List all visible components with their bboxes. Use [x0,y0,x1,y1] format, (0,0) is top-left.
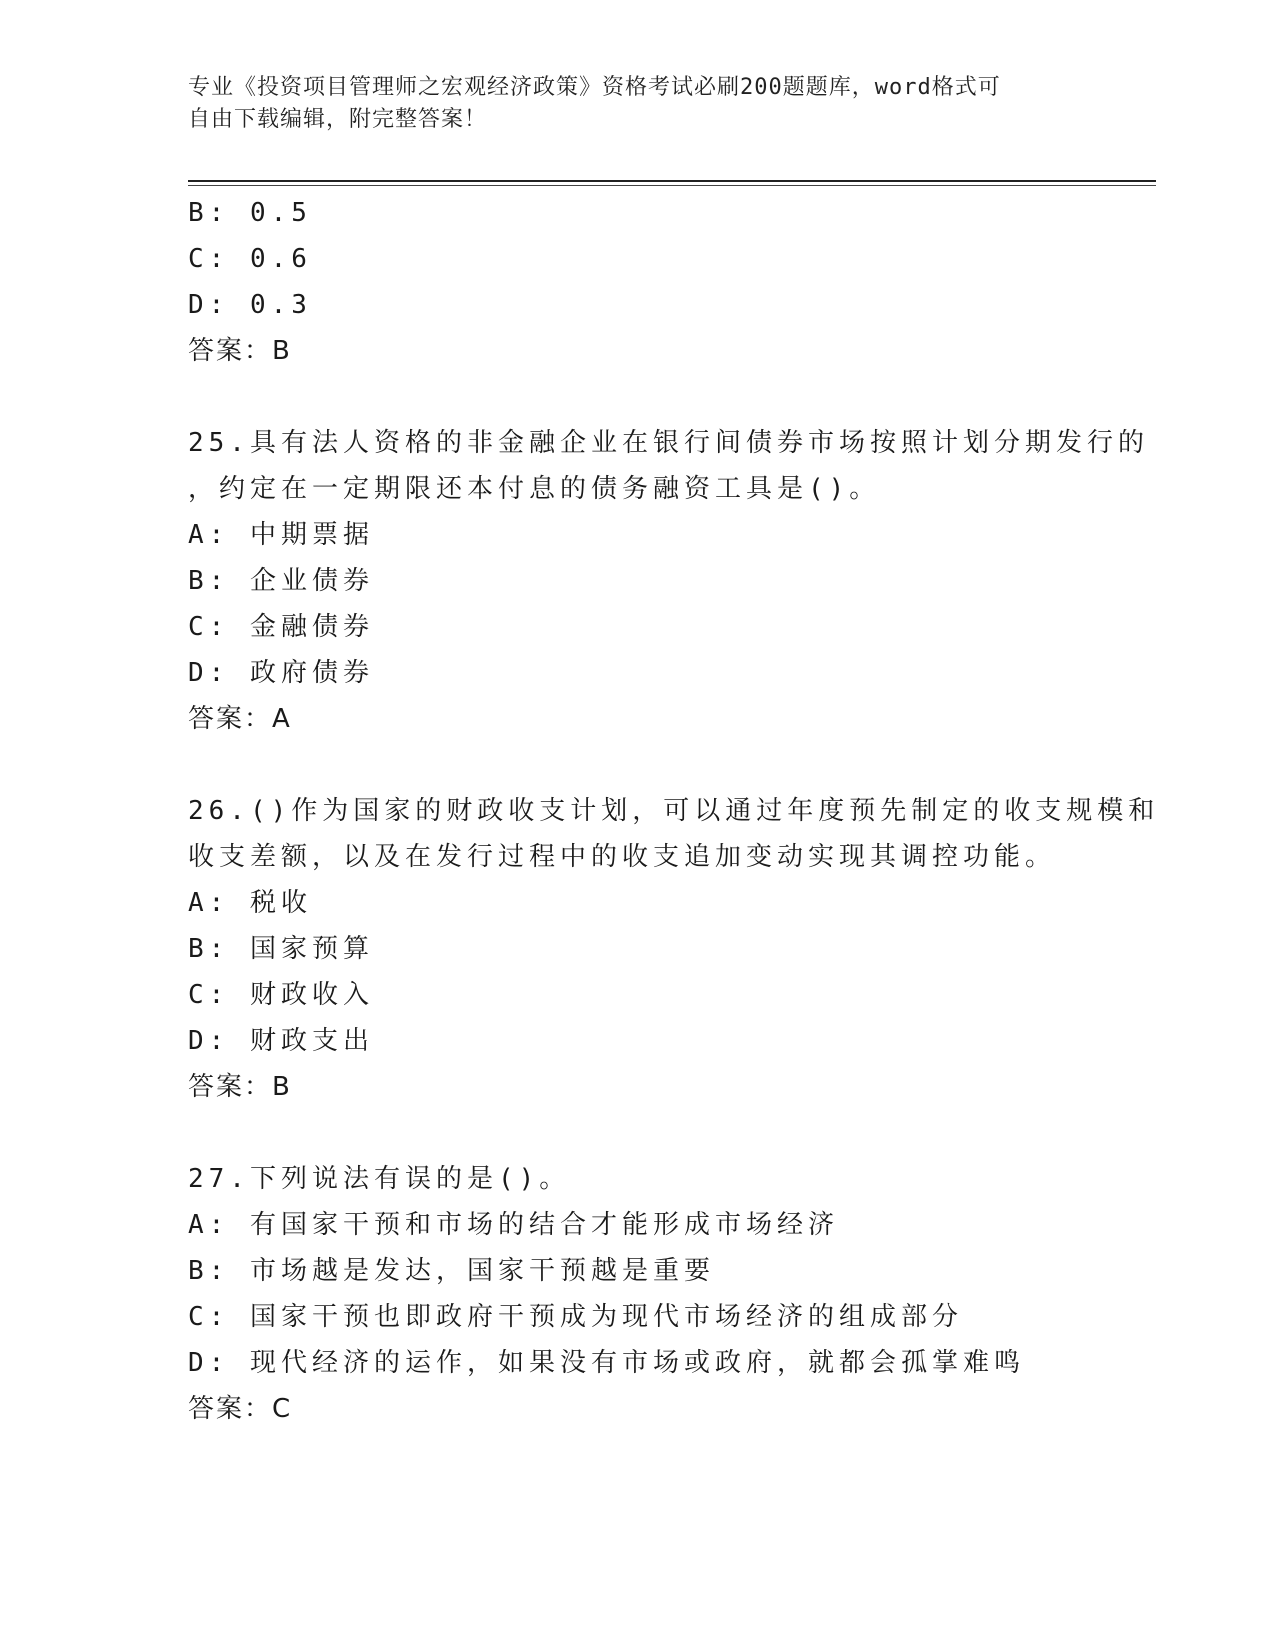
answer-line: 答案：C [188,1394,293,1424]
spacer [188,374,1088,420]
header-title-line-2: 自由下载编辑，附完整答案！ [188,107,488,132]
answer-line: 答案：B [188,1072,292,1102]
option-a: A: 中期票据 [188,520,374,550]
option-c: C: 财政收入 [188,980,374,1010]
option-b: B: 国家预算 [188,934,374,964]
option-d: D: 财政支出 [188,1026,374,1056]
option-c: C: 金融债券 [188,612,374,642]
question-stem: 25.具有法人资格的非金融企业在银行间债券市场按照计划分期发行的 [188,428,1149,458]
question-stem: 27.下列说法有误的是()。 [188,1164,571,1194]
question-27 [188,1156,1088,1432]
option-b: B: 企业债券 [188,566,374,596]
question-26 [188,788,1160,1110]
answer-line: 答案：B [188,336,292,366]
spacer [188,742,1088,788]
question-stem: 26.()作为国家的财政收支计划，可以通过年度预先制定的收支规模和 [188,796,1160,826]
question-25 [188,420,1149,742]
question-stem-cont: ，约定在一定期限还本付息的债务融资工具是()。 [188,474,881,504]
question-content [188,190,1160,1432]
question-stem-cont: 收支差额，以及在发行过程中的收支追加变动实现其调控功能。 [188,842,1057,872]
previous-question-tail [188,190,1088,374]
header-rule-thin [188,185,1156,186]
page-header [188,72,1088,136]
option-d: D: 政府债券 [188,658,374,688]
option-d: D: 现代经济的运作，如果没有市场或政府，就都会孤掌难鸣 [188,1348,1025,1378]
spacer [188,1110,1088,1156]
header-title-line-1: 专业《投资项目管理师之宏观经济政策》资格考试必刷200题题库，word格式可 [188,75,1001,100]
option-b: B: 0.5 [188,198,312,228]
option-a: A: 有国家干预和市场的结合才能形成市场经济 [188,1210,839,1240]
option-b: B: 市场越是发达，国家干预越是重要 [188,1256,715,1286]
option-c: C: 0.6 [188,244,312,274]
option-d: D: 0.3 [188,290,312,320]
option-c: C: 国家干预也即政府干预成为现代市场经济的组成部分 [188,1302,963,1332]
answer-line: 答案：A [188,704,292,734]
header-rule-thick [188,180,1156,182]
option-a: A: 税收 [188,888,312,918]
